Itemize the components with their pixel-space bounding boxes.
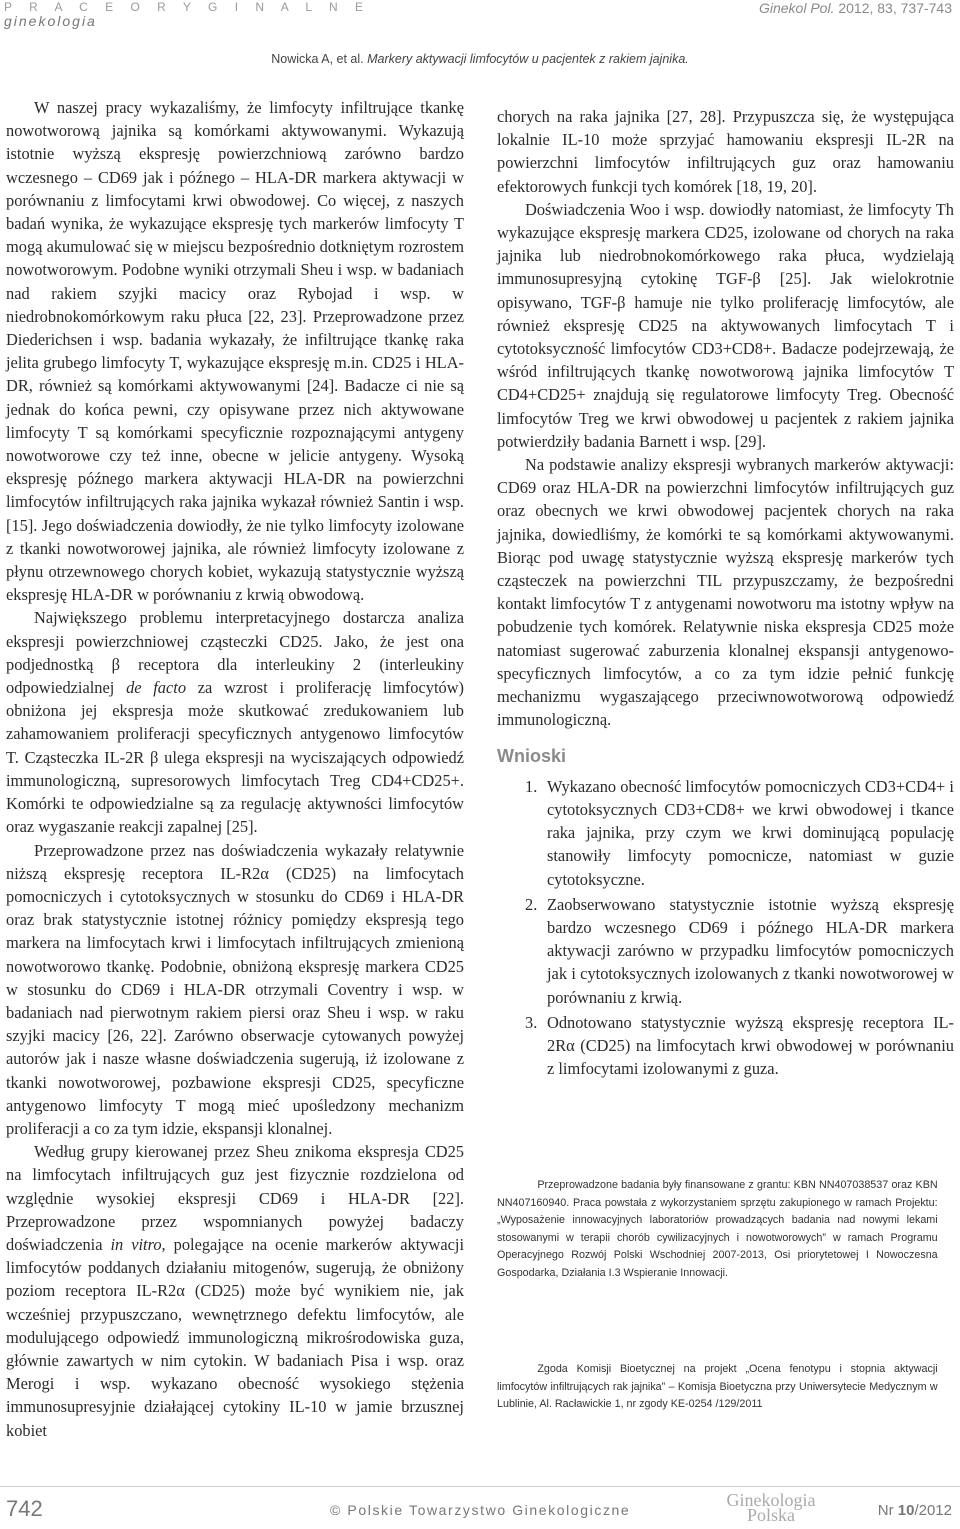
running-title-text: Markery aktywacji limfocytów u pacjentek z rakiem jajnika. — [367, 52, 689, 66]
issue-year: /2012 — [914, 1502, 952, 1519]
funding-note — [497, 1177, 938, 1282]
list-item — [497, 1011, 954, 1081]
ethics-note-text: Zgoda Komisji Bioetycznej na projekt „Ocena fenotypu i stopnia aktywacji limfocytów infiltrujących rak jajnika” – Komisja Bioetyczna przy Uniwersytecie Medycznym w Lublinie, Al. Racławickie 1, nr zgody KE-0254 /129/2011 — [497, 1363, 938, 1410]
right-column — [497, 105, 954, 1082]
paragraph — [6, 1140, 464, 1442]
paragraph-text: , polegające na ocenie markerów aktywacji limfocytów poddanych działaniu mitogenów, sugerują, że obniżony poziom receptora IL-R2α (CD25) może być wynikiem nie, jak wcześniej przypuszczano, wewnętrznego defektu limfocytów, ale modulującego odpowiedź immunologiczną mikrośrodowiska guza, głównie zawartych w nim cytokin. W badaniach Pisa i wsp. oraz Merogi i wsp. wykazano obecność wysokiego stężenia immunosupresyjnie działającej cytokiny IL-10 w jamie brzusznej kobiet — [6, 1234, 464, 1440]
paragraph: W naszej pracy wykazaliśmy, że limfocyty infiltrujące tkankę nowotworową jajnika są komórkami aktywowanymi. Wykazują istotnie wyższą ekspresję powierzchniową zarówno bardzo wczesnego – CD69 jak i późnego – HLA-DR markera aktywacji w porównaniu z limfocytami krwi obwodowej. Co więcej, z naszych badań wynika, że wykazujące ekspresję tych markerów limfocyty T mogą akumulować się w miejscu bezpośrednio dotkniętym rozrostem nowotworowym. Podobne wyniki otrzymali Sheu i wsp. w badaniach nad rakiem szyjki macicy oraz Rybojad i wsp. w niedrobnokomórkowym raku płuca [22, 23]. Przeprowadzone przez Diederichsen i wsp. badania wykazały, że infiltrujące tkankę raka jelita grubego limfocyty T, wykazujące ekspresję m.in. CD25 i HLA-DR, również są komórkami aktywowanymi [24]. Badacze ci nie są jednak do końca pewni, czy opisywane przez nich aktywowane limfocyty T są komórkami specyficznie rozpoznającymi antygeny nowotworowe czy też inne, obecne w jelicie antygeny. Wysoką ekspresję późnego markera aktywacji HLA-DR na powierzchni limfocytów infiltrujących raka jajnika wykazał również Santin i wsp. [15]. Jego doświadczenia dowiodły, że nie tylko limfocyty izolowane z tkanki nowotworowej jajnika, ale również limfocyty izolowane z płynu otrzewnowego chorych kobiet, wykazują statystycznie wyższą ekspresję HLA-DR w porównaniu z krwią obwodową. — [6, 98, 464, 605]
paragraph-text: za wzrost i proliferację limfocytów) obniżona jej ekspresja może skutkować zredukowaniem lub zahamowaniem proliferacji specyficznych antygenowo limfocytów T. Cząsteczka IL-2R β ulega ekspresji na wyciszających odpowiedź immunologiczną, supresorowych limfocytach Treg CD4+CD25+. Komórki te odpowiedzialne są za regulację aktywności limfocytów oraz wygaszanie reakcji zapalnej [25]. — [6, 678, 465, 837]
paragraph — [6, 606, 464, 838]
left-column — [6, 96, 464, 1442]
funding-note-text: Przeprowadzone badania były finansowane z grantu: KBN NN407038537 oraz KBN NN407160940. Praca powstała z wykorzystaniem sprzętu zakupionego w ramach Projektu: „Wyposażenie innowacyjnych laboratoriów prowadzących badania nad nowymi lekami stosowanymi w terapii chorób cywilizacyjnych i nowotworowych” w ramach Programu Operacyjnego Rozwój Polski Wschodniej 2007-2013, Osi priorytetowej I Nowoczesna Gospodarka, Działania I.3 Wspieranie Innowacji. — [497, 1179, 938, 1279]
issue-prefix: Nr — [877, 1502, 898, 1519]
section-label: P R A C E O R Y G I N A L N E — [4, 0, 370, 14]
footer-divider — [0, 1486, 960, 1487]
italic-term: de facto — [126, 678, 187, 698]
citation-journal: Ginekol Pol. — [758, 0, 835, 16]
list-item-text: Odnotowano statystycznie wyższą ekspresję receptora IL-2Rα (CD25) na limfocytach krwi obwodowej w porównaniu z limfocytami izolowanymi z guza. — [547, 1012, 954, 1079]
paragraph-text: Największego problemu interpretacyjnego dostarcza analiza ekspresji powierzchniowej cząsteczki CD25. Jako, że jest ona podjednostką β receptora dla interleukiny 2 (interleukiny odpowiedzialnej — [6, 608, 464, 698]
conclusions-list — [497, 775, 954, 1081]
paragraph: chorych na raka jajnika [27, 28]. Przypuszcza się, że występująca lokalnie IL-10 może sprzyjać hamowaniu ekspresji IL-2R na powierzchni limfocytów infiltrujących guz oraz hamowaniu efektorowych funkcji tych komórek [18, 19, 20]. — [497, 107, 954, 196]
italic-term: in vitro — [110, 1234, 162, 1254]
logo-line: Polska — [746, 1505, 795, 1525]
conclusions-heading: Wnioski — [497, 746, 567, 767]
issue-num: 10 — [897, 1502, 915, 1519]
paragraph: Doświadczenia Woo i wsp. dowiodły natomiast, że limfocyty Th wykazujące ekspresję markera CD25, izolowane od chorych na raka jajnika lub niedrobnokomórkowego raka płuca, wydzielają immunosupresyjną cytokinę TGF-β [25]. Jak wielokrotnie opisywano, TGF-β hamuje nie tylko proliferację limfocytów, ale również ekspresję CD25 na aktywowanych limfocytach T i cytotoksyczność limfocytów CD3+CD8+. Badacze podejrzewają, że wśród infiltrujących tkankę nowotworową jajnika limfocytów T CD4+CD25+ znajdują się regulatorowe limfocyty Treg. Obecność limfocytów Treg we krwi obwodowej u pacjentek z rakiem jajnika potwierdziły badania Barnett i wsp. [29]. — [497, 199, 954, 451]
journal-logo — [712, 1490, 830, 1529]
issue-number — [878, 1502, 952, 1519]
list-number: 2. — [525, 894, 538, 914]
citation-details: 2012, 83, 737-743 — [834, 0, 952, 16]
list-number: 1. — [525, 776, 538, 796]
list-item — [497, 893, 954, 1009]
paragraph: Na podstawie analizy ekspresji wybranych markerów aktywacji: CD69 oraz HLA-DR na powierzchni limfocytów infiltrujących guz oraz obecnych we krwi obwodowej pacjentek chorych na raka jajnika, dowiedliśmy, że komórki te są komórkami aktywowanymi. Biorąc pod uwagę statystycznie wyższą ekspresję markerów tych cząsteczek na powierzchni TIL przypuszczamy, że bezpośredni kontakt limfocytów T z antygenami nowotworu ma istotny wpływ na pobudzenie tych komórek. Relatywnie niska ekspresja CD25 może natomiast sugerować zaburzenia klonalnej ekspansji antygenowo-specyficznych limfocytów, a co za tym idzie pełnić funkcję mechanizmu wygaszającego przeciwnowotworową odpowiedź immunologiczną. — [497, 455, 954, 730]
journal-wordmark: ginekologia — [4, 13, 97, 29]
paragraph-text: Według grupy kierowanej przez Sheu znikoma ekspresja CD25 na limfocytach infiltrujących guz jest fizycznie rozdzielona od względnie wysokiej ekspresji CD69 i HLA-DR [22]. Przeprowadzone przez wspomnianych powyżej badaczy doświadczenia — [6, 1142, 464, 1254]
paragraph: Przeprowadzone przez nas doświadczenia wykazały relatywnie niższą ekspresję receptora IL-R2α (CD25) na limfocytach pomocniczych i cytotoksycznych w stosunku do CD69 i HLA-DR oraz brak statystycznie istotnej różnicy pomiędzy ekspresją tego markera na limfocytach krwi i limfocytach infiltrujących zmienioną nowotworowo tkankę. Podobnie, obniżoną ekspresję markera CD25 w stosunku do CD69 i HLA-DR otrzymali Coventry i wsp. w badaniach nad pierwotnym rakiem piersi oraz Sheu i wsp. w raku szyjki macicy [26, 22]. Zarówno obserwacje cytowanych powyżej autorów jak i nasze własne doświadczenia sugerują, iż izolowane z tkanki nowotworowej, pozbawione ekspresji CD25, specyficzne antygenowo limfocyty T mogą mieć upośledzony mechanizm proliferacji a co za tym idzie, ekspansji klonalnej. — [6, 840, 464, 1138]
list-number: 3. — [525, 1012, 538, 1032]
list-item-text: Wykazano obecność limfocytów pomocniczych CD3+CD4+ i cytotoksycznych CD3+CD8+ we krwi obwodowej i tkance raka jajnika, przy czym we krwi dominującą populację stanowiły limfocyty pomocnicze, natomiast w guzie cytotoksyczne. — [547, 776, 954, 889]
ethics-note — [497, 1361, 938, 1414]
copyright: © Polskie Towarzystwo Ginekologiczne — [330, 1502, 631, 1518]
citation — [759, 0, 952, 16]
page-number: 742 — [6, 1496, 43, 1521]
running-title-authors: Nowicka A, et al. — [271, 52, 368, 66]
running-title — [0, 52, 960, 66]
logo-line: Ginekologia — [726, 1490, 816, 1510]
list-item — [497, 775, 954, 891]
list-item-text: Zaobserwowano statystycznie istotnie wyższą ekspresję bardzo wczesnego CD69 i późnego HLA-DR markera aktywacji zarówno w przypadku limfocytów pomocniczych jak i cytotoksycznych izolowanych z tkanki nowotworowej w porównaniu z krwią. — [547, 894, 954, 1007]
